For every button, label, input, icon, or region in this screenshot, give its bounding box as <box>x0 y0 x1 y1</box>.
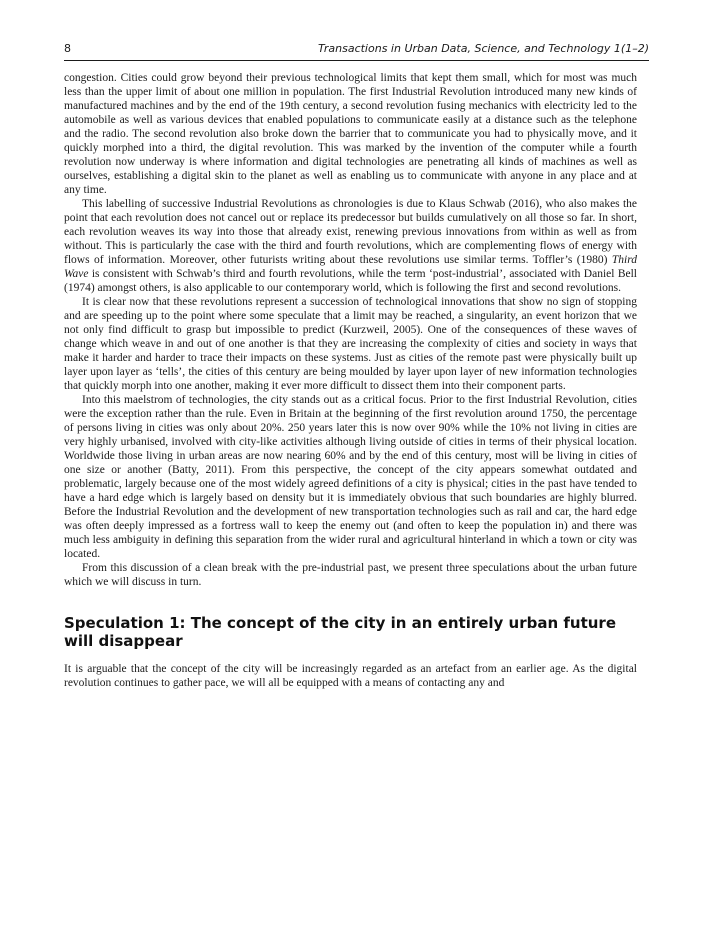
page-number: 8 <box>64 42 71 55</box>
book-title-third-wave: Third Wave <box>64 254 637 280</box>
article-body <box>64 71 637 690</box>
paragraph-2 <box>64 197 637 295</box>
paragraph-2-part-b: is consistent with Schwab’s third and fourth revolutions, while the term ‘post-industrial’, associated with Daniel Bell (1974) amongst others, is also applicable to our contemporary world, which is following the first and second revolutions. <box>64 268 637 294</box>
paragraph-4: Into this maelstrom of technologies, the city stands out as a critical focus. Prior to the first Industrial Revolution, cities were the exception rather than the rule. Even in Britain at the beginning of the first revolution around 1750, the percentage of persons living in cities was only about 20%. 250 years later this is now over 90% while the 10% not living in cities are very highly urbanised, involved with city-like activities although living outside of cities in terms of their physical location. Worldwide those living in urban areas are now nearing 60% and by the end of this century, most will be living in cities of one size or another (Batty, 2011). From this perspective, the concept of the city appears somewhat outdated and problematic, largely because one of the most widely agreed definitions of a city is physical; cities in the past have tended to have a hard edge which is largely based on density but it is immediately obvious that such boundaries are highly blurred. Before the Industrial Revolution and the development of new transportation technologies such as rail and car, the hard edge was often deeply impressed as a fortress wall to keep the enemy out (and often to keep the population in) and there was much less ambiguity in defining this separation from the wider rural and agricultural hinterland in which a town or city was located. <box>64 394 637 560</box>
paragraph-1: congestion. Cities could grow beyond their previous technological limits that kept them small, which for most was much less than the upper limit of about one million in population. The first Industrial Revolution introduced many new kinds of manufactured machines and by the end of the 19th century, a second revolution fusing mechanics with electricity led to the automobile as well as various devices that enabled populations to communicate easily at a distance such as the telephone and the radio. The second revolution also broke down the barrier that to communicate you had to physically move, and it quickly morphed into a third, the digital revolution. This was marked by the invention of the computer while a fourth revolution now underway is where information and digital technologies are penetrating all kinds of machines as well as ourselves, establishing a digital skin to the planet as well as enabling us to communicate with anyone in any place and at any time. <box>64 72 637 196</box>
section-heading: Speculation 1: The concept of the city in an entirely urban future will disappear <box>64 614 617 650</box>
paragraph-5: From this discussion of a clean break with the pre-industrial past, we present three speculations about the urban future which we will discuss in turn. <box>64 562 637 588</box>
paragraph-3: It is clear now that these revolutions represent a succession of technological innovations that show no sign of stopping and are speeding up to the point where some speculate that a limit may be reached, a singularity, an event horizon that we not only find difficult to grasp but impossible to predict (Kurzweil, 2005). One of the consequences of these waves of change which weave in and out of one another is that they are increasing the complexity of cities and society in ways that make it harder and harder to trace their impacts on these systems. Just as cities of the remote past were physically built up layer upon layer as ‘tells’, the cities of this century are being moulded by layer upon layer of new information technologies that quickly morph into one another, making it ever more difficult to dissect them into their component parts. <box>64 296 637 392</box>
header-rule <box>64 60 649 61</box>
paragraph-2-part-a: This labelling of successive Industrial Revolutions as chronologies is due to Klaus Schwab (2016), who also makes the point that each revolution does not cancel out or replace its predecessor but builds cumulatively on all those so far. In short, each revolution weaves its way into those that already exist, renewing previous innovations from within as well as from without. This is particularly the case with the third and fourth revolutions, which are complementing flows of energy with flows of information. Moreover, other futurists writing about these revolutions use similar terms. Toffler’s (1980) <box>64 198 637 266</box>
journal-title: Transactions in Urban Data, Science, and Technology 1(1–2) <box>318 42 649 55</box>
section-paragraph: It is arguable that the concept of the city will be increasingly regarded as an artefact from an earlier age. As the digital revolution continues to gather pace, we will all be equipped with a means of contacting any and <box>64 663 637 689</box>
running-header <box>64 42 649 58</box>
